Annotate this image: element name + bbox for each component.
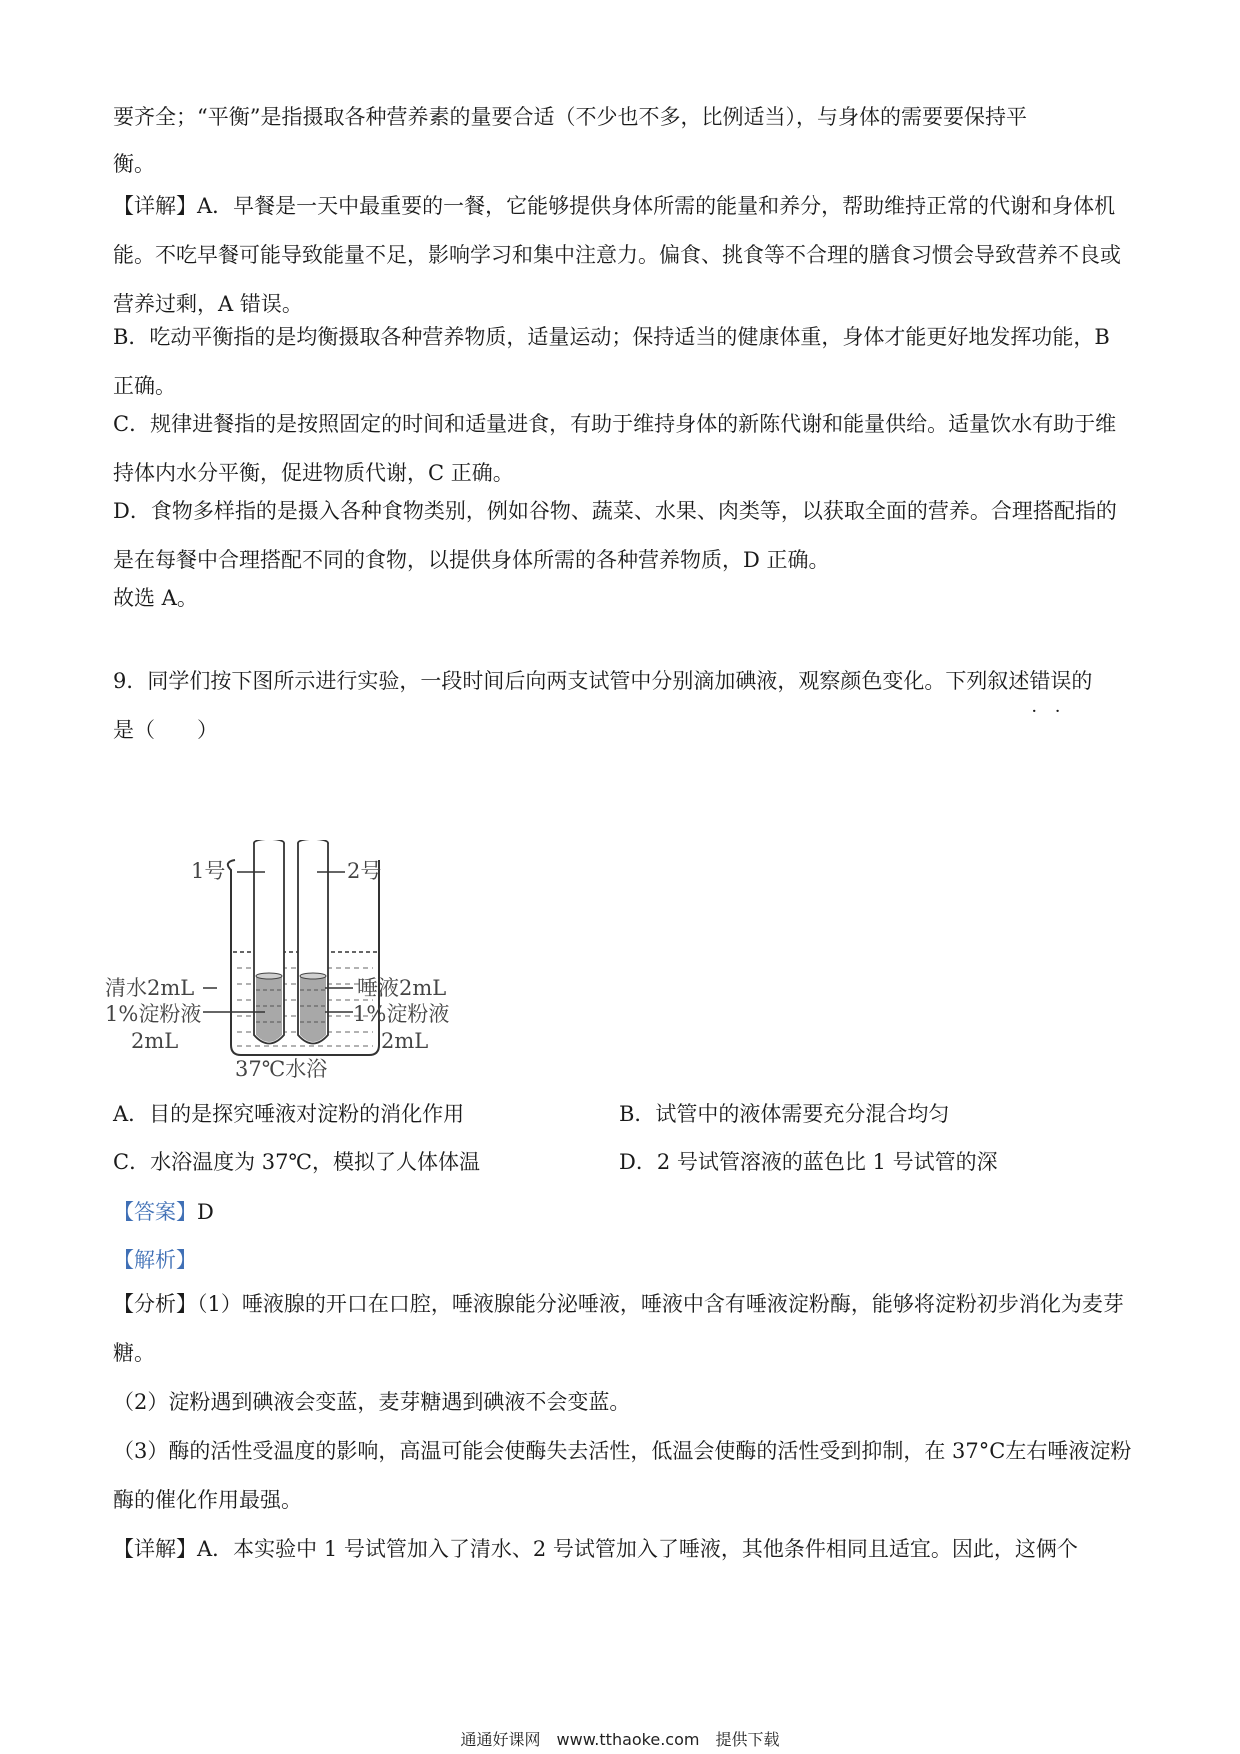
option-b: B．试管中的液体需要充分混合均匀 <box>619 1102 950 1126</box>
analysis-p2: （2）淀粉遇到碘液会变蓝，麦芽糖遇到碘液不会变蓝。 <box>113 1390 631 1414</box>
tube-1 <box>254 840 284 1044</box>
question-stem-line2: 是（ ） <box>113 718 218 742</box>
option-a: A．目的是探究唾液对淀粉的消化作用 <box>113 1102 465 1126</box>
prev-choice: 故选 A。 <box>113 586 198 610</box>
fenxi-tag: 【分析】 <box>113 1292 197 1316</box>
experiment-figure <box>105 840 525 1080</box>
analysis-detail-a: 【详解】A．本实验中 1 号试管加入了清水、2 号试管加入了唾液，其他条件相同且适宜。因此，这俩个 <box>113 1537 1078 1561</box>
analysis-p3: （3）酶的活性受温度的影响，高温可能会使酶失去活性，低温会使酶的活性受到抑制，在 37°C左右唾液淀粉酶的催化作用最强。 <box>113 1439 1132 1512</box>
page-footer: 通通好课网 www.tthaoke.com 提供下载 <box>460 1730 780 1749</box>
tube-1-label: 1号 <box>191 859 226 883</box>
prev-detail-c: C．规律进餐指的是按照固定的时间和适量进食，有助于维持身体的新陈代谢和能量供给。适量饮水有助于维持体内水分平衡，促进物质代谢，C 正确。 <box>113 412 1117 485</box>
tube-2-label: 2号 <box>347 859 382 883</box>
answer-tag: 【答案】 <box>113 1200 197 1224</box>
prev-text-line2: 衡。 <box>113 152 155 176</box>
detail-tag-2: 【详解】 <box>113 1537 197 1561</box>
right-label-3: 2mL <box>381 1029 429 1053</box>
left-label-3: 2mL <box>131 1029 179 1053</box>
option-c: C．水浴温度为 37℃，模拟了人体体温 <box>113 1150 480 1174</box>
prev-detail-b: B．吃动平衡指的是均衡摄取各种营养物质，适量运动；保持适当的健康体重，身体才能更好地发挥功能，B 正确。 <box>113 325 1110 398</box>
right-label-2: 1%淀粉液 <box>353 1002 450 1026</box>
question-stem: 9．同学们按下图所示进行实验，一段时间后向两支试管中分别滴加碘液，观察颜色变化。下列叙述错误 · ·的 <box>113 657 1133 706</box>
detail-tag: 【详解】 <box>113 194 197 218</box>
answer-line <box>113 1196 214 1226</box>
left-label-1: 清水2mL <box>105 976 195 1000</box>
prev-detail-a: 【详解】A．早餐是一天中最重要的一餐，它能够提供身体所需的能量和养分，帮助维持正常的代谢和身体机能。不吃早餐可能导致能量不足，影响学习和集中注意力。偏食、挑食等不合理的膳食习惯会导致营养不良或营养过剩，A 错误。 <box>113 194 1121 316</box>
tube-2 <box>298 840 328 1044</box>
answer-value: D <box>197 1200 214 1224</box>
option-d: D．2 号试管溶液的蓝色比 1 号试管的深 <box>619 1150 998 1174</box>
analysis-p1: 【分析】（1）唾液腺的开口在口腔，唾液腺能分泌唾液，唾液中含有唾液淀粉酶，能够将淀粉初步消化为麦芽糖。 <box>113 1292 1124 1365</box>
analysis-tag: 【解析】 <box>113 1248 197 1272</box>
prev-text-line1: 要齐全；“平衡”是指摄取各种营养素的量要合适（不少也不多，比例适当），与身体的需要要保持平 <box>113 105 1027 129</box>
emphasis-text: 错误 · · <box>1029 669 1071 693</box>
left-label-2: 1%淀粉液 <box>105 1002 202 1026</box>
prev-detail-d: D．食物多样指的是摄入各种食物类别，例如谷物、蔬菜、水果、肉类等，以获取全面的营养。合理搭配指的是在每餐中合理搭配不同的食物，以提供身体所需的各种营养物质，D 正确。 <box>113 499 1117 572</box>
right-label-1: 唾液2mL <box>357 976 447 1000</box>
bath-label: 37℃水浴 <box>235 1057 328 1080</box>
